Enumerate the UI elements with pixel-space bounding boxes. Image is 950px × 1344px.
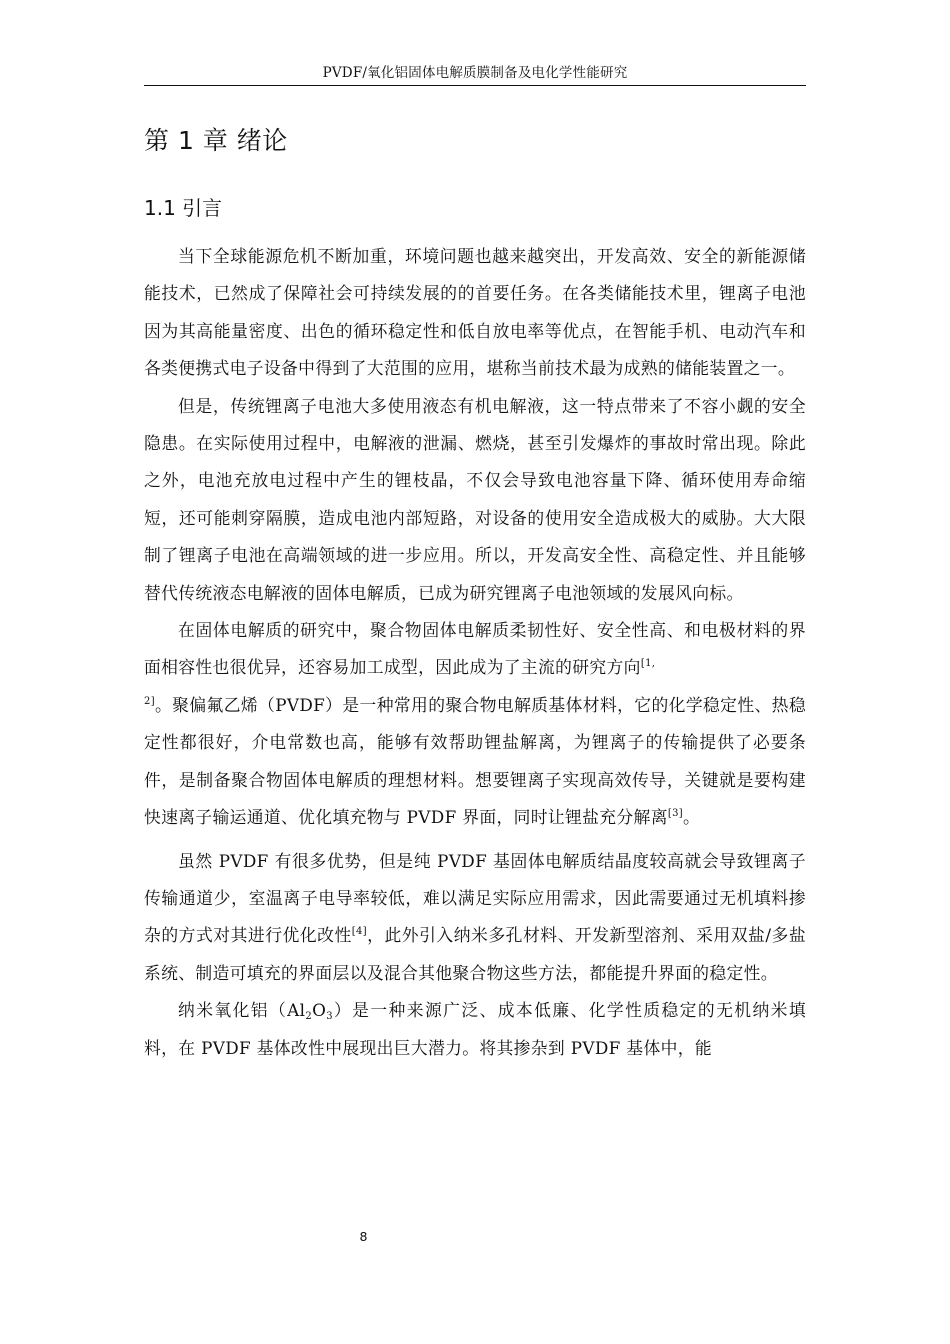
citation-3: [3] [667, 808, 684, 820]
paragraph-text: ）是一种来源广泛、成本低廉、化学性质稳定的无机纳米填料，在 PVDF 基体改性中展现出巨大潜力。将其掺杂到 PVDF 基体中，能 [144, 1000, 806, 1058]
paragraph-text: 。 [683, 807, 701, 828]
paragraph-text: O [312, 1000, 327, 1021]
running-header: PVDF/氧化铝固体电解质膜制备及电化学性能研究 [322, 65, 628, 81]
body-text [144, 238, 806, 1067]
paragraph-text: 在固体电解质的研究中，聚合物固体电解质柔韧性好、安全性高、和电极材料的界面相容性也很优异，还容易加工成型，因此成为了主流的研究方向 [144, 620, 806, 678]
paragraph-pvdf-limitations [144, 843, 806, 993]
citation-2: 2] [144, 695, 155, 707]
paragraph-liquid-electrolyte-risk: 但是，传统锂离子电池大多使用液态有机电解液，这一特点带来了不容小觑的安全隐患。在实际使用过程中，电解液的泄漏、燃烧，甚至引发爆炸的事故时常出现。除此之外，电池充放电过程中产生的锂枝晶，不仅会导致电池容量下降、循环使用寿命缩短，还可能刺穿隔膜，造成电池内部短路，对设备的使用安全造成极大的威胁。大大限制了锂离子电池在高端领域的进一步应用。所以，开发高安全性、高稳定性、并且能够替代传统液态电解液的固体电解质，已成为研究锂离子电池领域的发展风向标。 [144, 395, 806, 603]
paragraph-nano-alumina [144, 992, 806, 1067]
paragraph-text: ，此外引入纳米多孔材料、开发新型溶剂、采用双盐/多盐系统、制造可填充的界面层以及混合其他聚合物这些方法，都能提升界面的稳定性。 [144, 925, 806, 983]
header-rule [144, 85, 806, 86]
page-number: 8 [359, 1229, 368, 1244]
paragraph-polymer-electrolyte [144, 612, 806, 836]
paragraph-text: 。聚偏氟乙烯（PVDF）是一种常用的聚合物电解质基体材料，它的化学稳定性、热稳定性都很好，介电常数也高，能够有效帮助锂盐解离，为锂离子的传输提供了必要条件，是制备聚合物固体电解质的理想材料。想要锂离子实现高效传导，关键就是要构建快速离子输运通道、优化填充物与 PVDF 界面，同时让锂盐充分解离 [144, 694, 806, 828]
subscript-3: 3 [326, 1011, 333, 1023]
chapter-title: 第 1 章 绪论 [144, 126, 288, 155]
citation-4: [4] [351, 926, 367, 938]
subscript-2: 2 [305, 1011, 313, 1023]
paragraph-energy-crisis: 当下全球能源危机不断加重，环境问题也越来越突出，开发高效、安全的新能源储能技术，已然成了保障社会可持续发展的的首要任务。在各类储能技术里，锂离子电池因为其高能量密度、出色的循环稳定性和低自放电率等优点，在智能手机、电动汽车和各类便携式电子设备中得到了大范围的应用，堪称当前技术最为成熟的储能装置之一。 [144, 246, 806, 379]
paragraph-text: 纳米氧化铝（Al [178, 1000, 306, 1021]
section-title: 1.1 引言 [144, 196, 223, 220]
paragraph-text: 虽然 PVDF 有很多优势，但是纯 PVDF 基固体电解质结晶度较高就会导致锂离子传输通道少，室温离子电导率较低，难以满足实际应用需求，因此需要通过无机填料掺杂的方式对其进行优化改性 [144, 850, 806, 946]
citation-1: [1, [640, 658, 656, 670]
